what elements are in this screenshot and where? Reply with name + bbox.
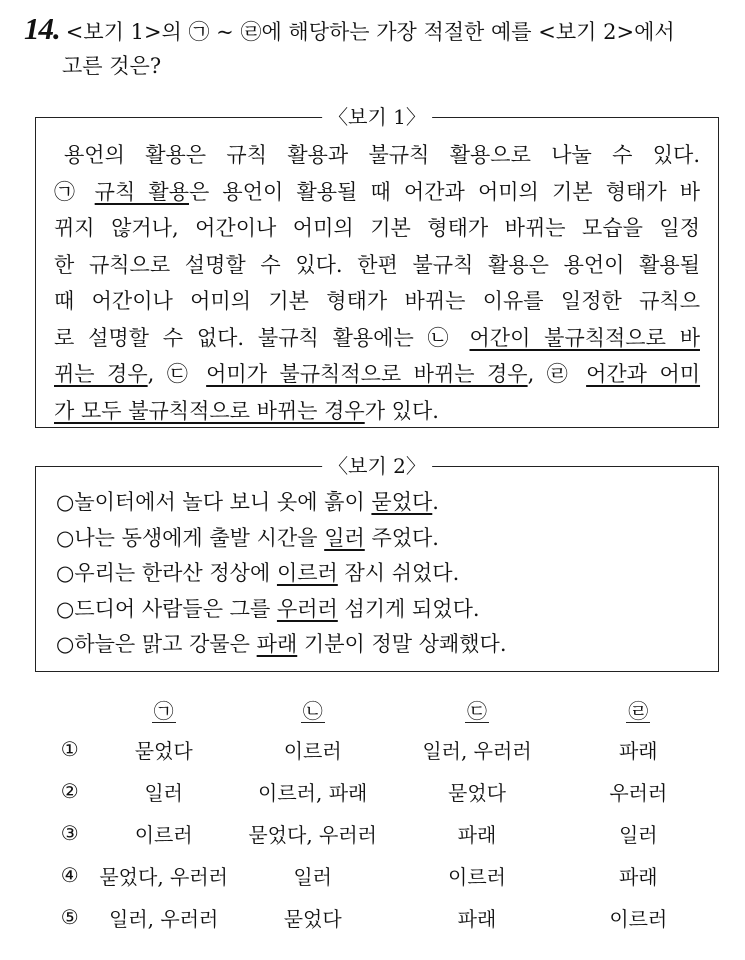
passage-line: 용언의 활용은 규칙 활용과 불규칙 활용으로 나눌 수 있다. <box>64 143 700 167</box>
header-giyeok: ㉠ <box>153 699 174 723</box>
passage-text: 가 있다. <box>364 398 439 423</box>
sentence-text: 기분이 정말 상쾌했다. <box>297 632 507 656</box>
sentence-text: 드디어 사람들은 그를 <box>74 596 277 621</box>
question-stem <box>24 11 729 81</box>
underlined-word: 이르러 <box>276 561 338 585</box>
choice-cell: 일러, 우러러 <box>422 738 532 763</box>
mark-nieun: ㉡ <box>427 325 456 350</box>
underlined-term-regular-conjugation: 규칙 활용 <box>94 179 189 204</box>
choice-cell: 파래 <box>618 864 658 889</box>
choice-cell: 이르러 <box>134 822 193 847</box>
choice-number[interactable]: ① <box>60 737 79 761</box>
example-sentence <box>56 485 718 521</box>
passage-line <box>54 356 700 393</box>
mark-rieul: ㉣ <box>546 362 574 386</box>
sentence-text: 놀이터에서 놀다 보니 옷에 흙이 <box>74 490 372 514</box>
answer-choices <box>40 694 720 938</box>
choice-cell: 이르러, 파래 <box>258 780 368 805</box>
passage-text: , <box>147 362 155 386</box>
choice-cell: 파래 <box>457 822 497 847</box>
choices-header-cell <box>397 694 556 728</box>
sentence-text: 섬기게 되었다. <box>337 596 480 621</box>
circle-bullet-icon: ○ <box>56 525 75 550</box>
circle-bullet-icon: ○ <box>56 490 75 514</box>
choice-cell: 파래 <box>618 738 658 763</box>
choice-cell: 이르러 <box>448 864 506 889</box>
example-box-2 <box>35 454 719 672</box>
sentence-text: 주었다. <box>364 525 439 550</box>
header-rieul: ㉣ <box>628 699 649 723</box>
choices-header-row <box>40 694 720 728</box>
underlined-word: 일러 <box>324 525 365 550</box>
header-digeut: ㉢ <box>466 699 487 723</box>
passage-line <box>54 320 700 357</box>
choice-option-5[interactable] <box>40 896 720 938</box>
choice-cell: 묻었다 <box>448 780 506 805</box>
circle-bullet-icon: ○ <box>56 596 75 621</box>
choice-option-3[interactable] <box>40 812 720 854</box>
choice-number[interactable]: ② <box>60 779 79 803</box>
mark-digeut: ㉢ <box>166 362 194 386</box>
sentence-text: 우리는 한라산 정상에 <box>74 561 277 585</box>
passage-text: 로 설명할 수 없다. 불규칙 활용에는 <box>54 325 414 350</box>
example-sentence <box>56 592 718 628</box>
underlined-word: 묻었다 <box>371 490 433 514</box>
answer-choices-table <box>40 694 720 938</box>
underlined-term-stem-irregular-cont: 뀌는 경우 <box>54 362 148 386</box>
choice-option-4[interactable] <box>40 854 720 896</box>
sentence-text: 하늘은 맑고 강물은 <box>74 632 257 656</box>
passage-line: 한 규칙으로 설명할 수 있다. 한편 불규칙 활용은 용언이 활용될 <box>54 252 700 277</box>
choice-cell: 우러러 <box>609 780 668 805</box>
choice-cell: 일러 <box>144 780 183 805</box>
example-box-2-sentences <box>36 467 718 663</box>
circle-bullet-icon: ○ <box>56 632 75 656</box>
choice-cell: 파래 <box>457 906 497 931</box>
passage-text: 은 용언이 활용될 때 어간과 어미의 기본 형태가 바 <box>188 179 701 204</box>
choice-cell: 묻었다 <box>134 738 193 763</box>
question-text-1: <보기 1>의 ㉠ ~ ㉣에 해당하는 가장 적절한 예를 <보기 2>에서 <box>65 20 675 44</box>
choices-header-blank <box>40 694 99 728</box>
choice-cell: 일러 <box>618 822 658 847</box>
circle-bullet-icon: ○ <box>56 561 75 585</box>
choice-cell: 묻었다, 우러러 <box>99 864 228 889</box>
example-box-1-label: 〈보기 1〉 <box>322 105 432 129</box>
passage-line <box>54 393 700 430</box>
sentence-text: . <box>432 490 439 514</box>
underlined-word: 우러러 <box>276 596 338 621</box>
choice-cell: 일러, 우러러 <box>109 906 219 931</box>
passage-text: , <box>527 362 535 386</box>
choice-number[interactable]: ④ <box>60 863 79 887</box>
choice-cell: 묻었다 <box>283 906 342 931</box>
mark-giyeok: ㉠ <box>54 179 82 204</box>
example-sentence <box>56 627 718 663</box>
underlined-word: 파래 <box>256 632 298 656</box>
question-number: 14. <box>24 11 60 46</box>
question-line-2: 고른 것은? <box>62 54 162 78</box>
example-box-2-label: 〈보기 2〉 <box>322 454 432 478</box>
underlined-term-both-irregular: 어간과 어미 <box>586 362 701 386</box>
passage-line <box>54 174 700 211</box>
example-box-1-passage <box>36 118 718 429</box>
underlined-term-ending-irregular: 어미가 불규칙적으로 바뀌는 경우 <box>206 362 528 386</box>
sentence-text: 잠시 쉬었다. <box>337 561 460 585</box>
choice-cell: 묻었다, 우러러 <box>248 822 377 847</box>
choices-header-cell <box>228 694 397 728</box>
choice-cell: 이르러 <box>609 906 668 931</box>
choice-number[interactable]: ③ <box>60 821 79 845</box>
header-nieun: ㉡ <box>302 699 323 723</box>
passage-line: 때 어간이나 어미의 기본 형태가 바뀌는 이유를 일정한 규칙으 <box>54 289 700 313</box>
underlined-term-both-irregular-cont: 가 모두 불규칙적으로 바뀌는 경우 <box>54 398 365 423</box>
example-sentence <box>56 556 718 592</box>
choice-option-2[interactable] <box>40 770 720 812</box>
choice-cell: 일러 <box>293 864 332 889</box>
underlined-term-stem-irregular: 어간이 불규칙적으로 바 <box>469 325 700 350</box>
question-line-1 <box>24 11 729 47</box>
passage-line: 뀌지 않거나, 어간이나 어미의 기본 형태가 바뀌는 모습을 일정 <box>54 216 700 240</box>
choice-option-1[interactable] <box>40 728 720 770</box>
choice-cell: 이르러 <box>283 738 342 763</box>
example-box-1 <box>35 105 719 428</box>
example-sentence <box>56 521 718 557</box>
choices-header-cell <box>557 694 720 728</box>
sentence-text: 나는 동생에게 출발 시간을 <box>74 525 325 550</box>
choices-header-cell <box>99 694 228 728</box>
choice-number[interactable]: ⑤ <box>60 905 79 929</box>
